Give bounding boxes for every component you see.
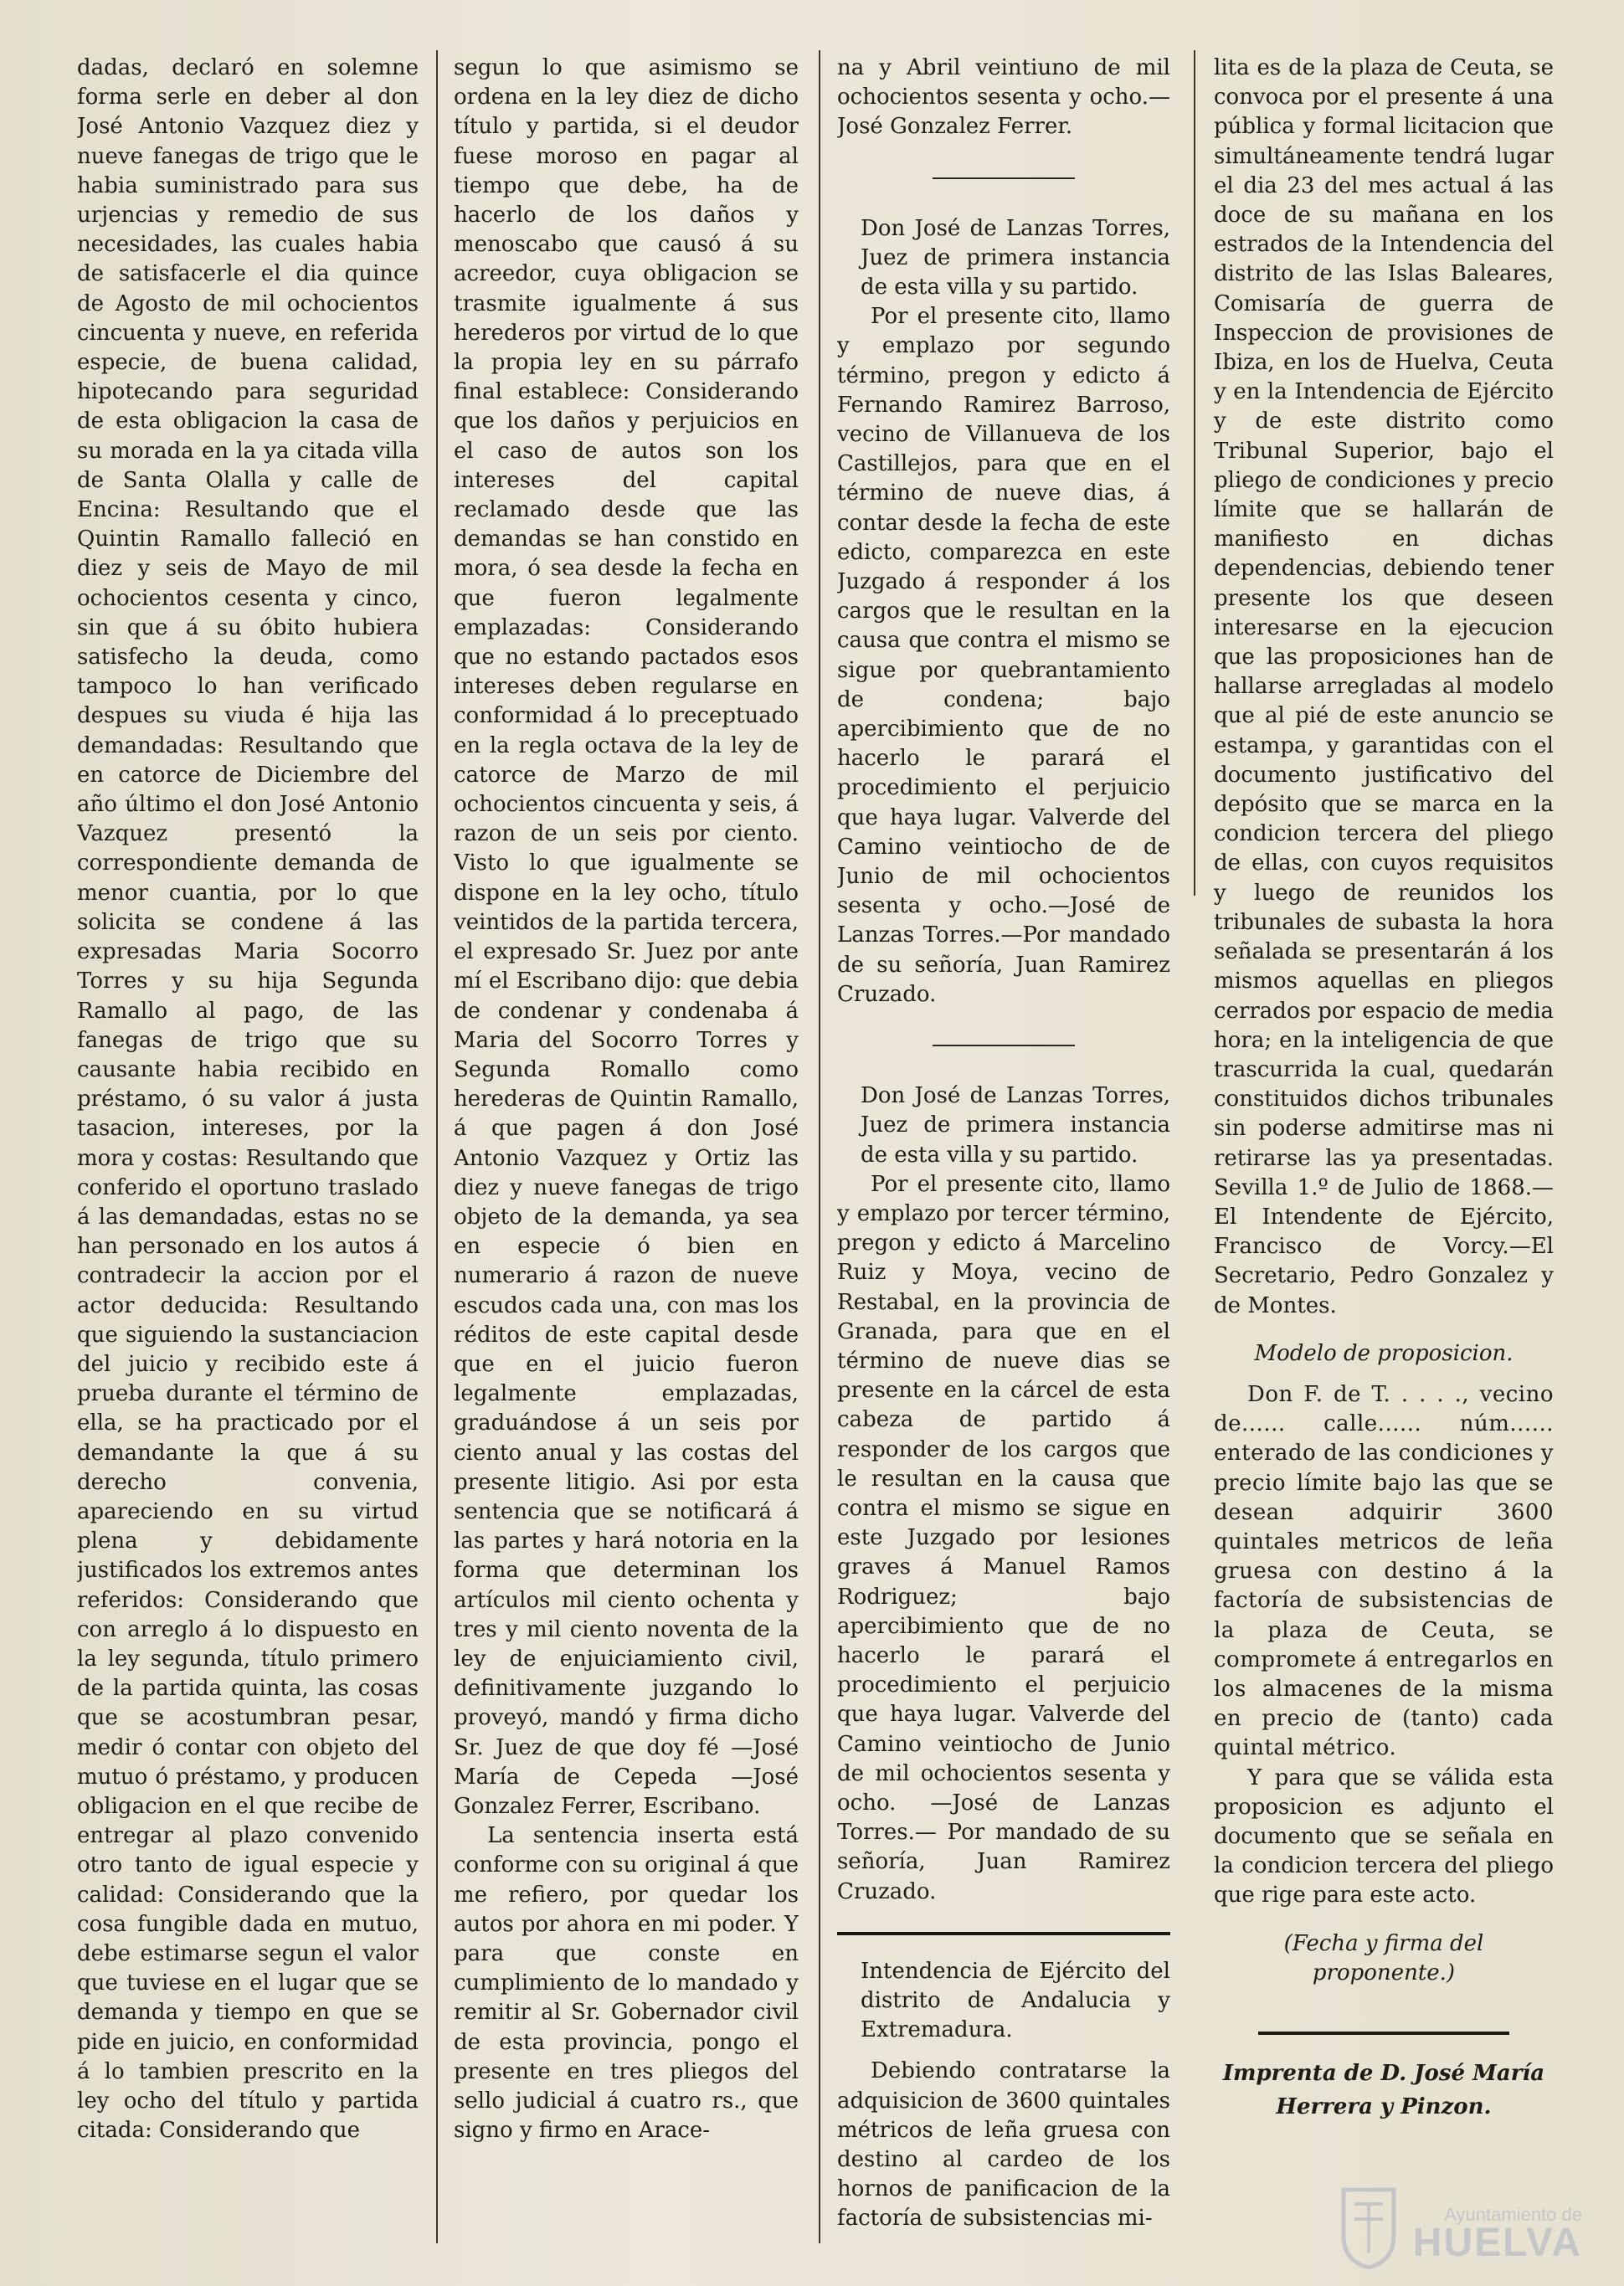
archive-watermark (1339, 2177, 1591, 2269)
imprenta-line: Herrera y Pinzon. (1276, 2094, 1492, 2119)
signature-line: na y Abril veintiuno de mil ochocientos sesenta y ocho.— José Gonzalez Ferrer. (837, 55, 1170, 140)
column-rule (436, 50, 438, 2243)
fecha-firma: (Fecha y firma del proponente.) (1283, 1930, 1484, 1985)
certification-paragraph: La sentencia inserta está conforme con su original á que me refiero, por quedar los autos por ahora en mi poder. Y para que conste en cumplimiento de lo mandado y remitir al Sr. Gobernador civil de esta provincia, pongo el presente en tres pliegos del sello judicial á cuatro rs., que signo y firmo en Arace- (454, 1823, 799, 2144)
imprenta-line: Imprenta de D. José María (1222, 2061, 1545, 2086)
divider (933, 177, 1075, 179)
column-rule (1194, 50, 1195, 896)
edict-heading: Don José de Lanzas Torres, Juez de primera instancia de esta villa y su partido. (861, 1083, 1170, 1168)
modelo-paragraph: Don F. de T. . . . ., vecino de...... calle...... núm...... enterado de las condiciones y precio límite bajo las que se desean adquirir 3600 quintales metricos de leña gruesa con destino á la factoría de subsistencias de la plaza de Ceuta, se compromete á entregarlos en los almacenes de la misma en precio de (tanto) cada quintal métrico. (1214, 1381, 1554, 1761)
section-divider (837, 1932, 1170, 1935)
sentence-text-continued: segun lo que asimismo se ordena en la ley diez de dicho título y partida, si el deudor fuese moroso en pagar al tiempo que debe, ha de hacerlo de los daños y menoscabo que causó á su acreedor, cuya obligacion se trasmite igualmente á sus herederos por virtud de lo que la propia ley en su párrafo final establece: Considerando que los daños y perjuicios en el caso de autos son los intereses del capital reclamado desde que las demandas se han constido en mora, ó sea desde la fecha en que fueron legalmente emplazadas: Considerando que no estando pactados esos intereses deben regularse en conformidad á lo preceptuado en la regla octava de la ley de catorce de Marzo de mil ochocientos cincuenta y seis, á razon de un seis por ciento. Visto lo que igualmente se dispone en la ley ocho, título veintidos de la partida tercera, el expresado Sr. Juez por ante mí el Escribano dijo: que debia de condenar y condenaba á Maria del Socorro Torres y Segunda Romallo como herederas de Quintin Ramallo, á que pagen á don José Antonio Vazquez y Ortiz las diez y nueve fanegas de trigo objeto de la demanda, ya sea en especie ó bien en numerario á razon de nueve escudos cada una, con mas los réditos de este capital desde que en el juicio fueron legalmente emplazadas, graduándose á un seis por ciento anual y las costas del presente litigio. Asi por esta sentencia que se notificará á las partes y hará notoria en la forma que determinan los artículos mil ciento ochenta y tres y mil ciento noventa de la ley de enjuiciamiento civil, definitivamente juzgando lo proveyó, mandó y firma dicho Sr. Juez de que doy fé —José María de Cepeda —José Gonzalez Ferrer, Escribano. (454, 55, 799, 1819)
modelo-title: Modelo de proposicion. (1254, 1340, 1514, 1366)
edict-body: Por el presente cito, llamo y emplazo por segundo término, pregon y edicto á Fernando Ramirez Barroso, vecino de Villanueva de los Castillejos, para que en el término de nueve dias, á contar desde la fecha de este edicto, comparezca en este Juzgado á responder á los cargos que le resultan en la causa que contra el mismo se sigue por quebrantamiento de condena; bajo apercibimiento que de no hacerlo le parará el procedimiento el perjuicio que haya lugar. Valverde del Camino veintiocho de de Junio de mil ochocientos sesenta y ocho.—José de Lanzas Torres.—Por mandado de su señoría, Juan Ramirez Cruzado. (837, 304, 1170, 1007)
column-1 (77, 54, 419, 2247)
watermark-line: Ayuntamiento de (1444, 2204, 1582, 2225)
section-divider (1258, 2032, 1509, 2035)
intendencia-heading: Intendencia de Ejército del distrito de Andalucia y Extremadura. (861, 1958, 1170, 2043)
modelo-paragraph: Y para que se válida esta proposicion es adjunto el documento que se señala en la condicion tercera del pliego que rige para este acto. (1214, 1765, 1554, 1908)
column-2 (454, 54, 799, 2247)
column-3 (837, 54, 1170, 2247)
coat-of-arms-icon (1339, 2186, 1398, 2269)
watermark-brand: HUELVA (1412, 2221, 1582, 2265)
column-rule (819, 50, 820, 2243)
sentence-text: dadas, declaró en solemne forma serle en deber al don José Antonio Vazquez diez y nueve fanegas de trigo que le habia suministrado para sus urjencias y remedio de sus necesidades, las cuales habia de satisfacerle el dia quince de Agosto de mil ochocientos cincuenta y nueve, en referida especie, de buena calidad, hipotecando para seguridad de esta obligacion la casa de su morada en la ya citada villa de Santa Olalla y calle de Encina: Resultando que el Quintin Ramallo falleció en diez y seis de Mayo de mil ochocientos cesenta y cinco, sin que á su óbito hubiera satisfecho la deuda, como tampoco lo han verificado despues su viuda é hija las demandadas: Resultando que en catorce de Diciembre del año último el don José Antonio Vazquez presentó la correspondiente demanda de menor cuantia, por lo que solicita se condene á las expresadas Maria Socorro Torres y su hija Segunda Ramallo al pago, de las fanegas de trigo que su causante habia recibido en préstamo, ó su valor á justa tasacion, intereses, por la mora y costas: Resultando que conferido el oportuno traslado á las demandadas, estas no se han personado en los autos á contradecir la accion por el actor deducida: Resultando que siguiendo la sustanciacion del juicio y recibido este á prueba durante el término de ella, se ha practicado por el demandante la que á su derecho convenia, apareciendo en su virtud plena y debidamente justificados los extremos antes referidos: Considerando que con arreglo á lo dispuesto en la ley segunda, título primero de la partida quinta, las cosas que se acostumbran pesar, medir ó contar con objeto del mutuo ó préstamo, y producen obligacion en el que recibe de entregar al plazo convenido otro tanto de igual especie y calidad: Considerando que la cosa fungible dada en mutuo, debe estimarse segun el valor que tuviese en el lugar que se demanda y tiempo en que se pide en juicio, en conformidad á lo tambien prescrito en la ley ocho del título y partida citada: Considerando que (77, 55, 419, 2144)
intendencia-body: Debiendo contratarse la adquisicion de 3600 quintales métricos de leña gruesa con destino al cardeo de los hornos de panificacion de la factoría de subsistencias mi- (837, 2058, 1170, 2232)
edict-body: Por el presente cito, llamo y emplazo por tercer término, pregon y edicto á Marcelino Ruiz y Moya, vecino de Restabal, en la provincia de Granada, para que en el término de nueve dias se presente en la cárcel de esta cabeza de partido á responder de los cargos que le resultan en la causa que contra el mismo se sigue en este Juzgado por lesiones graves á Manuel Ramos Rodriguez; bajo apercibimiento que de no hacerlo le parará el procedimiento el perjuicio que haya lugar. Valverde del Camino veintiocho de Junio de mil ochocientos sesenta y ocho. —José de Lanzas Torres.— Por mandado de su señoría, Juan Ramirez Cruzado. (837, 1171, 1170, 1904)
divider (933, 1045, 1075, 1046)
column-4 (1214, 54, 1554, 2247)
edict-heading: Don José de Lanzas Torres, Juez de primera instancia de esta villa y su partido. (861, 215, 1170, 301)
licitacion-text: lita es de la plaza de Ceuta, se convoca por el presente á una pública y formal licitacion que simultáneamente tendrá lugar el dia 23 del mes actual á las doce de su mañana en los estrados de la Intendencia del distrito de las Islas Baleares, Comisaría de guerra de Inspeccion de provisiones de Ibiza, en los de Huelva, Ceuta y en la Intendencia de Ejército y de este distrito como Tribunal Superior, bajo el pliego de condiciones y precio límite que se hallarán de manifiesto en dichas dependencias, debiendo tener presente los que deseen interesarse en la ejecucion que las proposiciones han de hallarse arregladas al modelo que al pié de este anuncio se estampa, y garantidas con el documento justificativo del depósito que se marca en la condicion tercera del pliego de ellas, con cuyos requisitos y luego de reunidos los tribunales de subasta la hora señalada se presentarán á los mismos aquellas en pliegos cerrados por espacio de media hora; en la inteligencia de que trascurrida la cual, quedarán constituidos dichos tribunales sin poderse admitirse mas ni retirarse las ya presentadas. Sevilla 1.º de Julio de 1868.—El Intendente de Ejército, Francisco de Vorcy.—El Secretario, Pedro Gonzalez y de Montes. (1214, 55, 1554, 1318)
